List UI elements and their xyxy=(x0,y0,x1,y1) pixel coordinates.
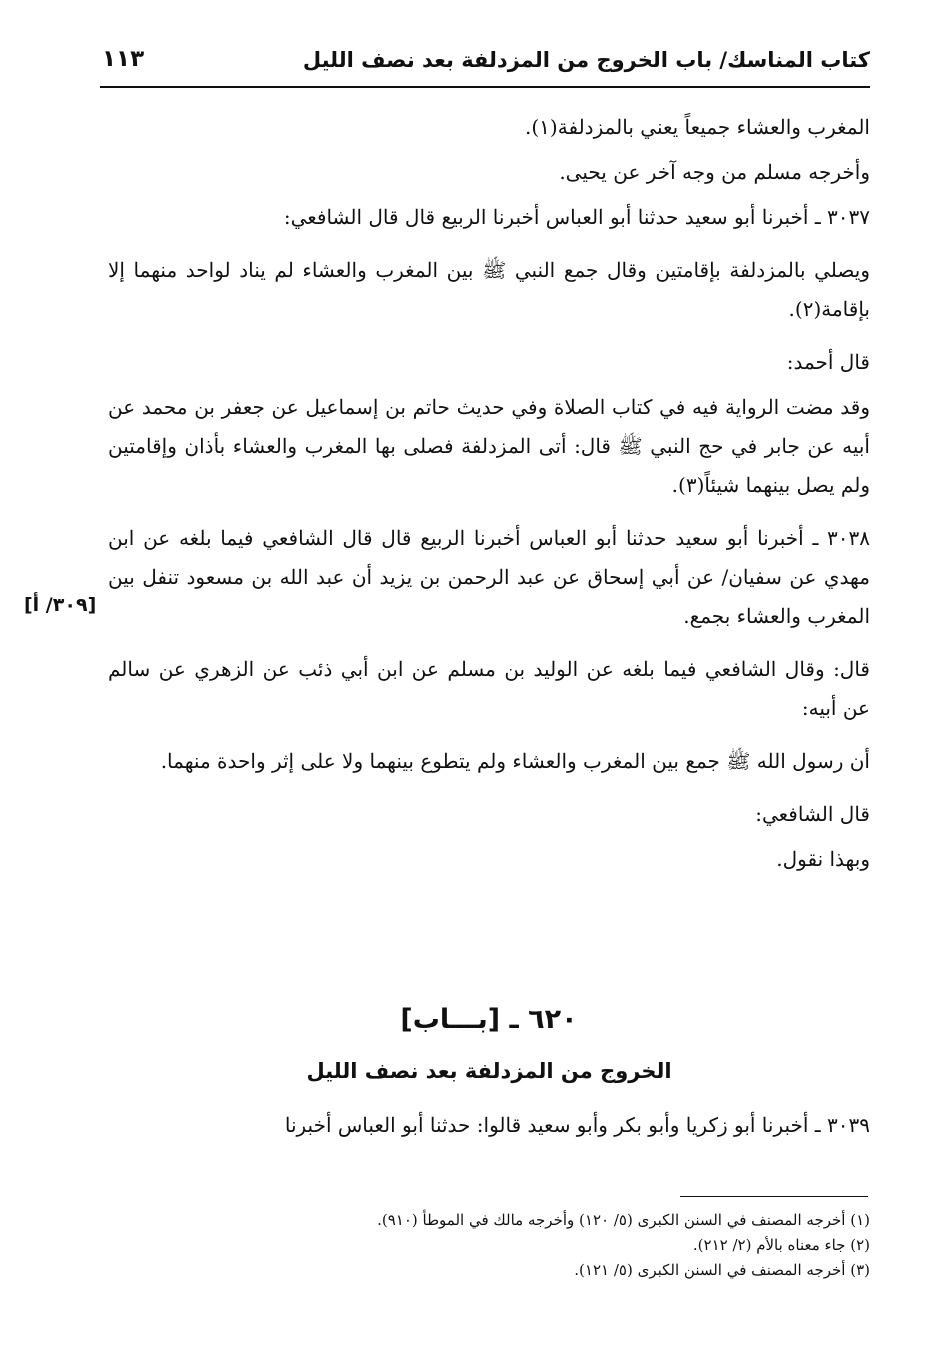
hadith-3037: ٣٠٣٧ ـ أخبرنا أبو سعيد حدثنا أبو العباس أخبرنا الربيع قال قال الشافعي: xyxy=(283,205,870,229)
running-header xyxy=(100,42,870,88)
paragraph: أن رسول الله ﷺ جمع بين المغرب والعشاء ولم يتطوع بينهما ولا على إثر واحدة منهما. xyxy=(160,749,870,773)
paragraph: قال الشافعي: xyxy=(755,802,870,826)
footnote: (٢) جاء معناه بالأم (٢/ ٢١٢). xyxy=(692,1236,870,1254)
chapter-number: ٦٢٠ ـ [بـــاب] xyxy=(400,1004,578,1035)
main-text xyxy=(108,108,870,885)
paragraph: قال أحمد: xyxy=(786,350,870,374)
manuscript-folio-note: [٣٠٩/ أ] xyxy=(24,594,97,616)
footnote: (١) أخرجه المصنف في السنن الكبرى (٥/ ١٢٠) وأخرجه مالك في الموطأ (٩١٠). xyxy=(377,1211,870,1229)
running-title: كتاب المناسك/ باب الخروج من المزدلفة بعد نصف الليل xyxy=(302,48,870,72)
footnotes xyxy=(108,1208,870,1283)
chapter-heading xyxy=(108,1000,870,1088)
hadith-3039: ٣٠٣٩ ـ أخبرنا أبو زكريا وأبو بكر وأبو سعيد قالوا: حدثنا أبو العباس أخبرنا xyxy=(284,1113,870,1137)
paragraph: وأخرجه مسلم من وجه آخر عن يحيى. xyxy=(559,160,870,184)
paragraph: ويصلي بالمزدلفة بإقامتين وقال جمع النبي ﷺ بين المغرب والعشاء لم يناد لواحد منهما إلا بإقامة(٢). xyxy=(108,258,870,321)
paragraph: المغرب والعشاء جميعاً يعني بالمزدلفة(١). xyxy=(525,115,870,139)
chapter-title: الخروج من المزدلفة بعد نصف الليل xyxy=(306,1059,672,1083)
paragraph: قال: وقال الشافعي فيما بلغه عن الوليد بن مسلم عن ابن أبي ذئب عن الزهري عن سالم عن أبيه: xyxy=(108,657,870,720)
footnote-divider xyxy=(680,1196,868,1197)
paragraph: وبهذا نقول. xyxy=(776,847,870,871)
footnote: (٣) أخرجه المصنف في السنن الكبرى (٥/ ١٢١). xyxy=(574,1261,870,1279)
paragraph: وقد مضت الرواية فيه في كتاب الصلاة وفي حديث حاتم بن إسماعيل عن جعفر بن محمد عن أبيه عن جابر في حج النبي ﷺ قال: أتى المزدلفة فصلى بها المغرب والعشاء بأذان وإقامتين ولم يصل بينهما شيئاً(٣). xyxy=(108,395,870,497)
hadith-3038: ٣٠٣٨ ـ أخبرنا أبو سعيد حدثنا أبو العباس أخبرنا الربيع قال قال الشافعي فيما بلغه عن ابن مهدي عن سفيان/ عن أبي إسحاق عن عبد الرحمن بن يزيد أن عبد الله بن مسعود تنفل بين المغرب والعشاء بجمع. xyxy=(108,526,870,628)
page-number: ١١٣ xyxy=(102,46,145,72)
